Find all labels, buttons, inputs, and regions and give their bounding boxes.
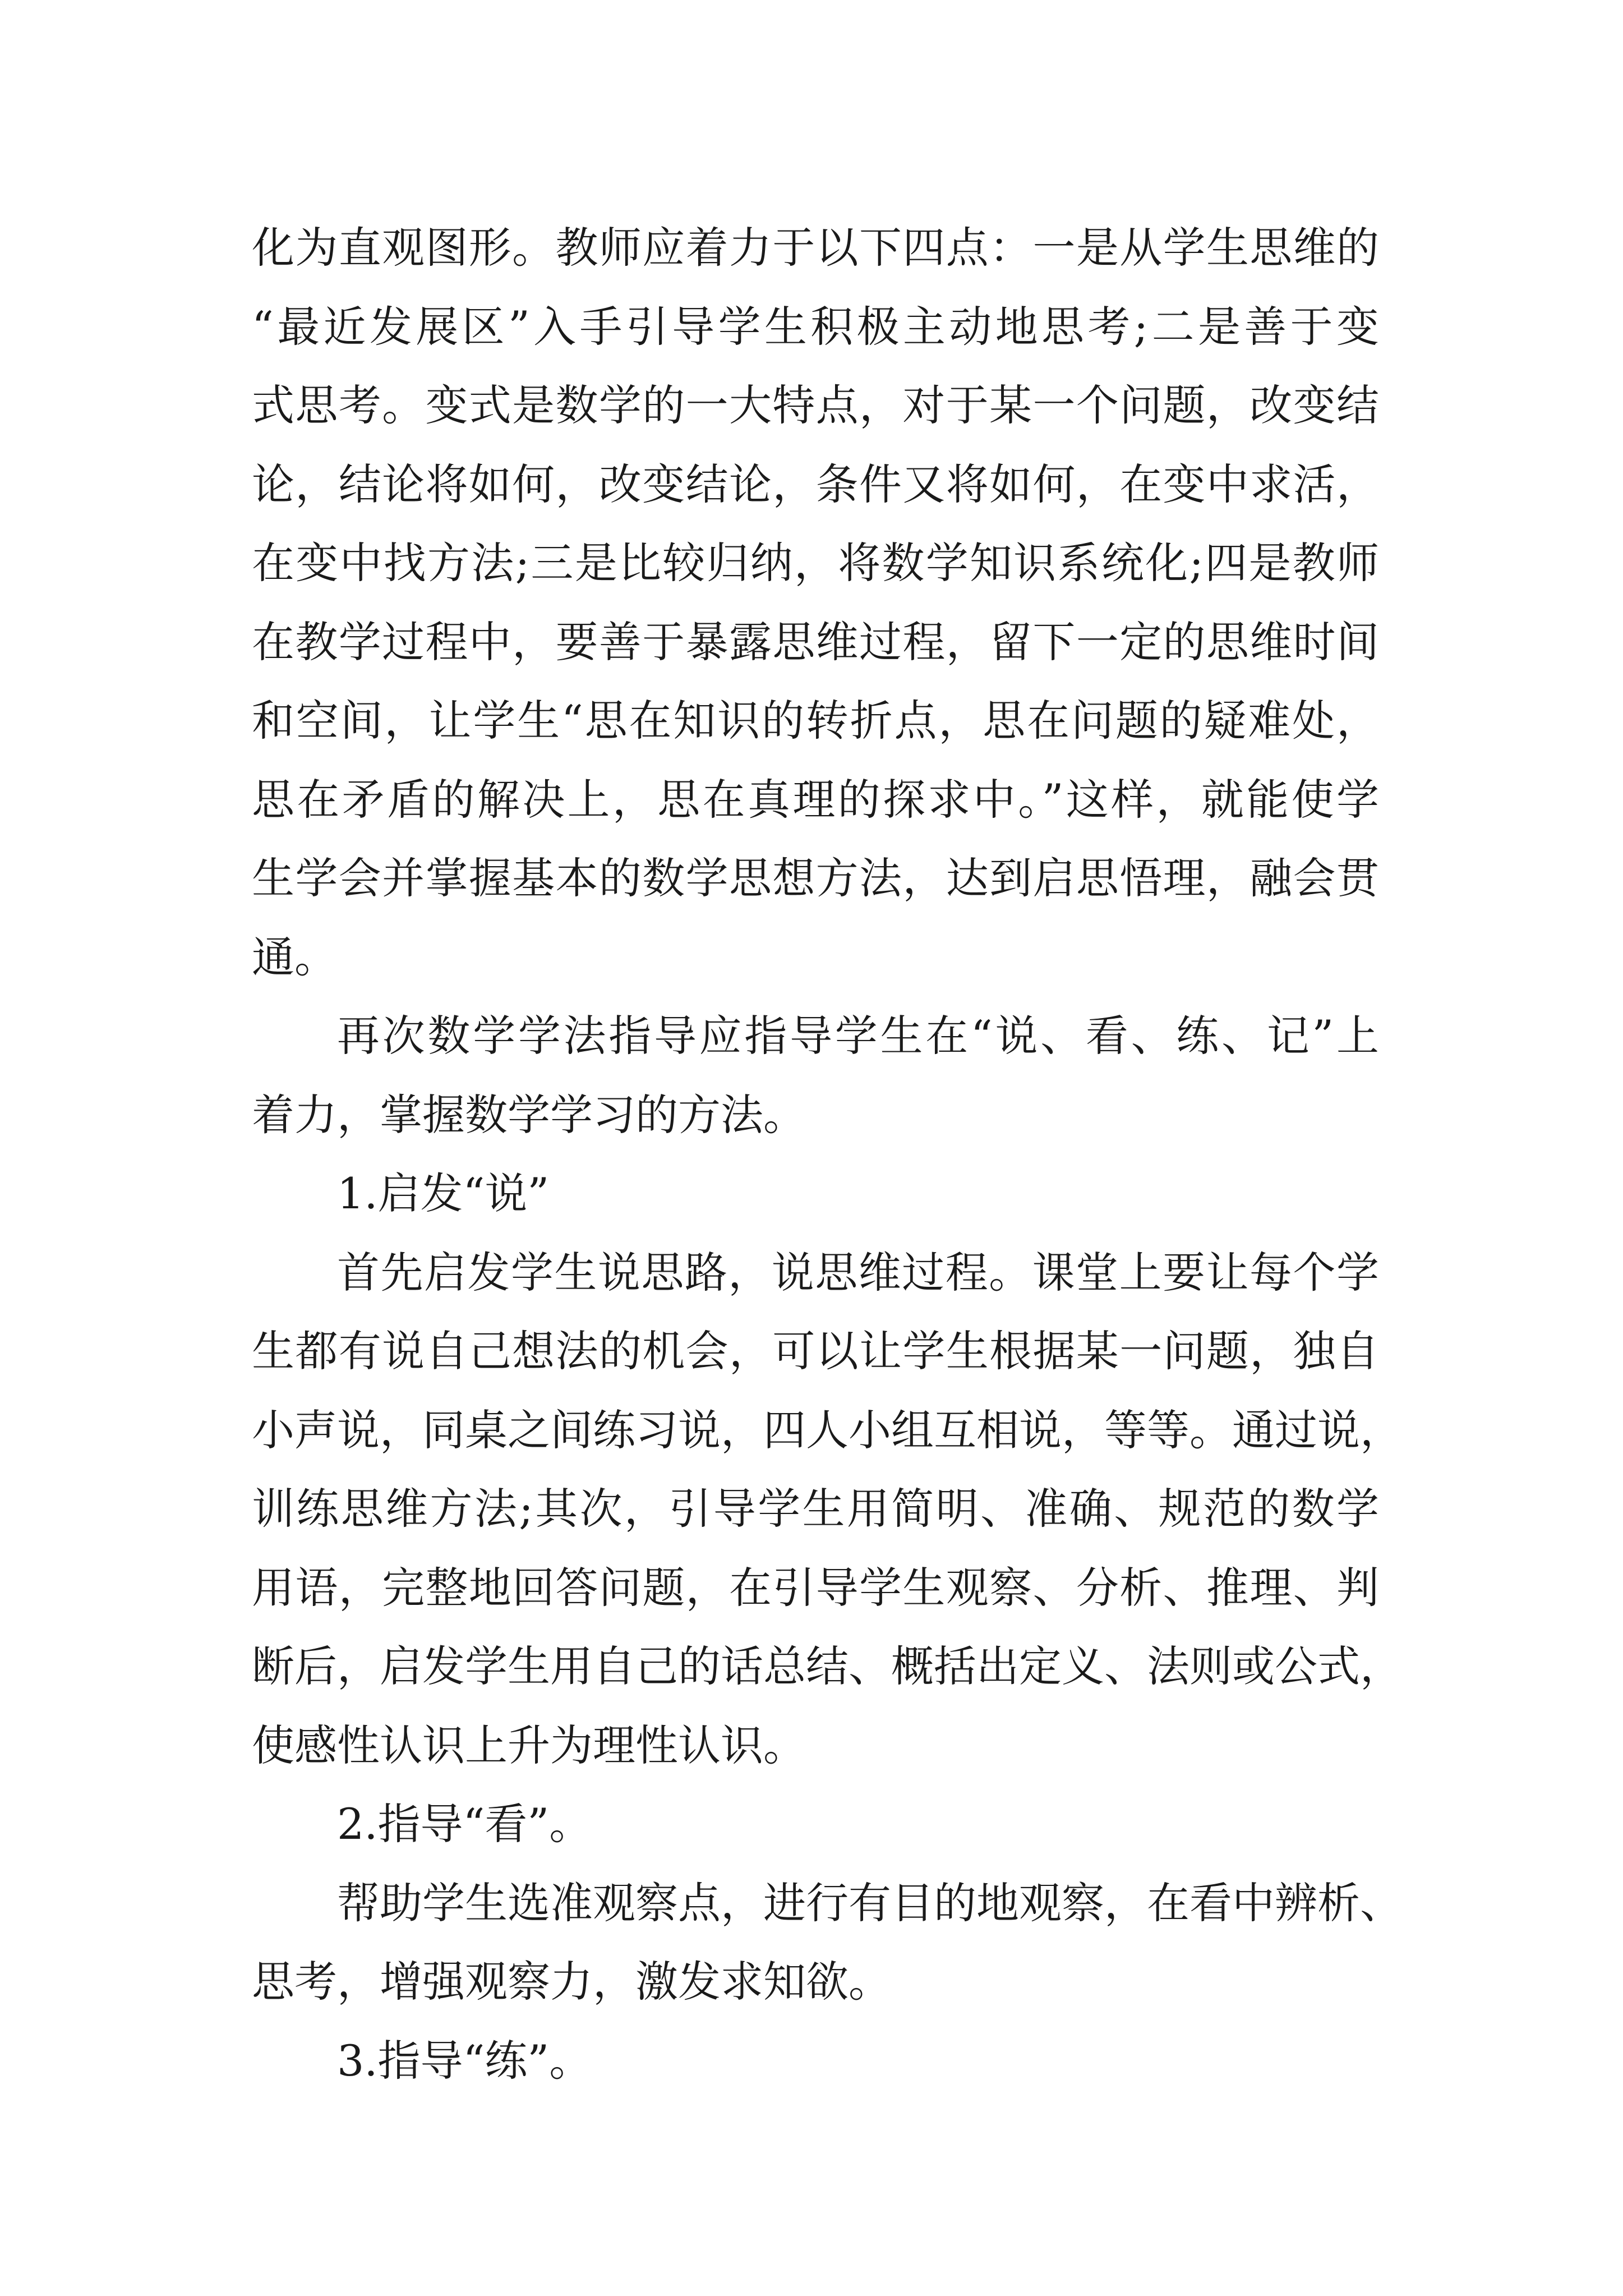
text-line: “最近发展区”入手引导学生积极主动地思考;二是善于变 bbox=[252, 301, 1379, 352]
text-line: 通。 bbox=[252, 932, 337, 982]
text-line: 在教学过程中，要善于暴露思维过程，留下一定的思维时间 bbox=[252, 616, 1379, 667]
text-line: 1.启发“说” bbox=[337, 1168, 550, 1218]
text-line: 生都有说自己想法的机会，可以让学生根据某一问题，独自 bbox=[252, 1326, 1379, 1376]
text-line: 使感性认识上升为理性认识。 bbox=[252, 1720, 806, 1770]
text-line: 生学会并掌握基本的数学思想方法，达到启思悟理，融会贯 bbox=[252, 853, 1379, 903]
text-line: 3.指导“练”。 bbox=[337, 2035, 592, 2086]
text-line: 化为直观图形。教师应着力于以下四点：一是从学生思维的 bbox=[252, 223, 1379, 273]
text-line: 和空间，让学生“思在知识的转折点，思在问题的疑难处， bbox=[252, 696, 1379, 746]
text-line: 论，结论将如何，改变结论，条件又将如何，在变中求活， bbox=[252, 459, 1379, 509]
text-line: 小声说，同桌之间练习说，四人小组互相说，等等。通过说， bbox=[252, 1405, 1403, 1455]
text-line: 着力，掌握数学学习的方法。 bbox=[252, 1089, 806, 1140]
text-line: 思考，增强观察力，激发求知欲。 bbox=[252, 1957, 891, 2007]
text-line: 断后，启发学生用自己的话总结、概括出定义、法则或公式， bbox=[252, 1641, 1403, 1691]
text-line: 首先启发学生说思路，说思维过程。课堂上要让每个学 bbox=[337, 1247, 1379, 1297]
body-text bbox=[252, 209, 1403, 2100]
text-line: 在变中找方法;三是比较归纳，将数学知识系统化;四是教师 bbox=[252, 538, 1379, 588]
text-line: 用语，完整地回答问题，在引导学生观察、分析、推理、判 bbox=[252, 1562, 1379, 1613]
text-line: 帮助学生选准观察点，进行有目的地观察，在看中辨析、 bbox=[337, 1878, 1403, 1928]
text-line: 思在矛盾的解决上，思在真理的探求中。”这样，就能使学 bbox=[252, 774, 1379, 825]
text-line: 训练思维方法;其次，引导学生用简明、准确、规范的数学 bbox=[252, 1484, 1379, 1534]
text-line: 再次数学学法指导应指导学生在“说、看、练、记”上 bbox=[337, 1011, 1379, 1061]
text-line: 2.指导“看”。 bbox=[337, 1799, 592, 1849]
text-line: 式思考。变式是数学的一大特点，对于某一个问题，改变结 bbox=[252, 380, 1379, 430]
